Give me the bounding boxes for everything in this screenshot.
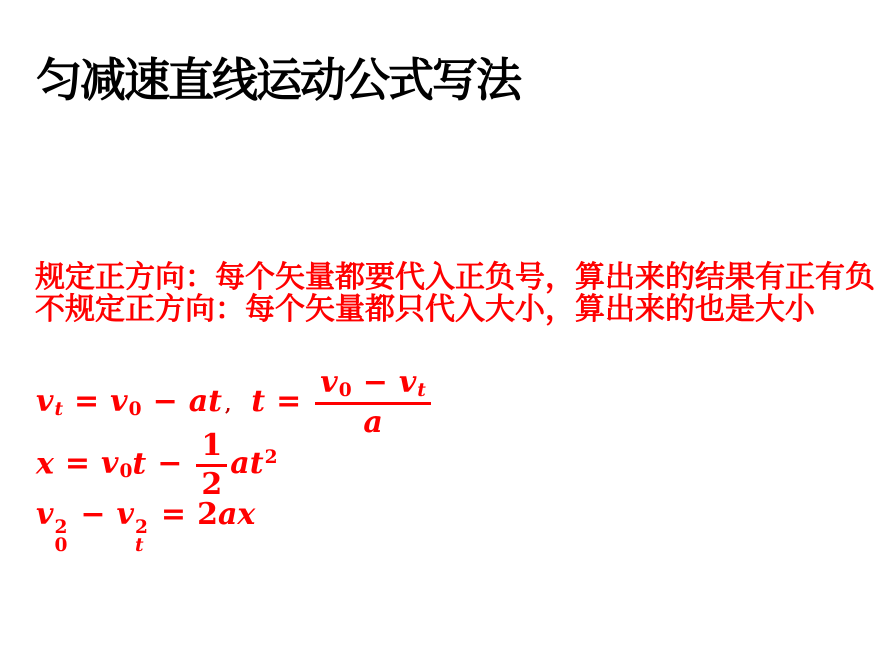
formula-velocity-time: vt = v0 − at , t = $\frac{v0 - vt}{a}$ [36, 367, 434, 439]
notes-block [35, 262, 875, 326]
note-line-2: 不规定正方向：每个矢量都只代入大小，算出来的也是大小 [35, 293, 815, 326]
formula-displacement: x = v0t − $\frac{1}{2}$ $at^2$ [36, 428, 278, 502]
formula-velocity-squared: v 2 0 − v 2 t = 2ax [36, 497, 256, 557]
slide-title: 匀减速直线运动公式写法 [36, 54, 520, 106]
note-line-1: 规定正方向：每个矢量都要代入正负号，算出来的结果有正有负 [35, 261, 875, 294]
